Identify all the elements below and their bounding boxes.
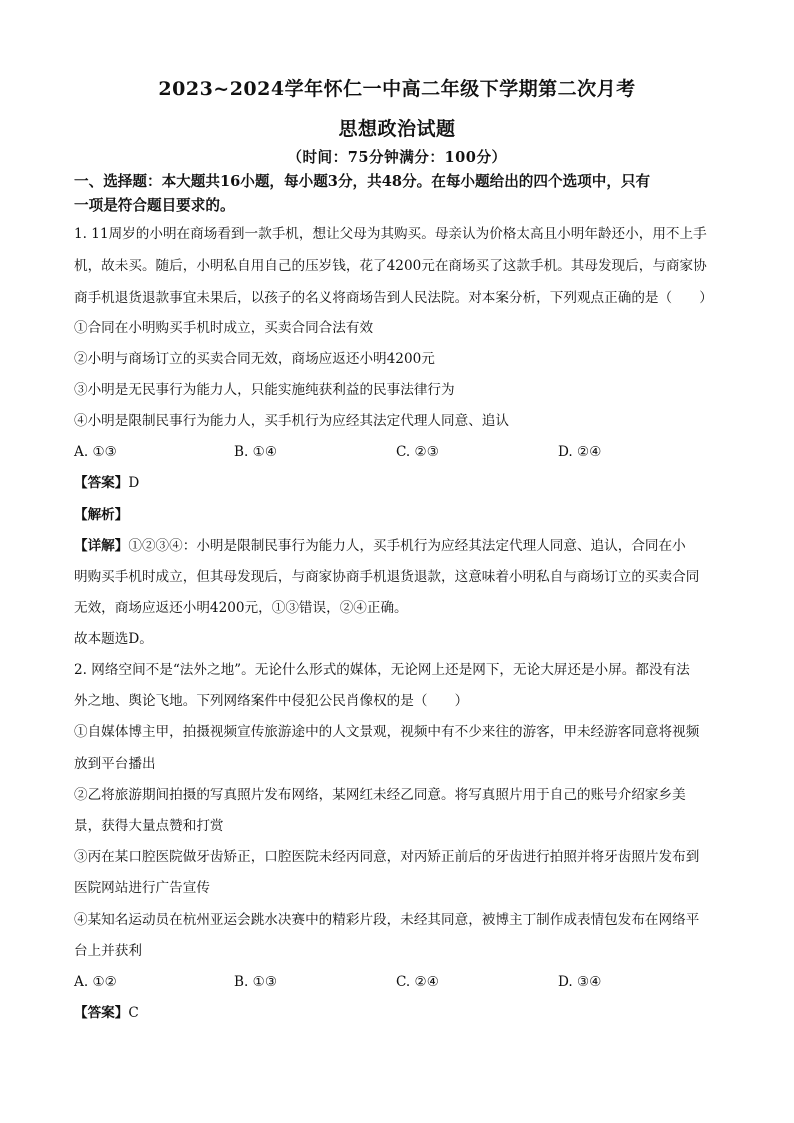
detail-text: ①②③④：小明是限制民事行为能力人，买手机行为应经其法定代理人同意、追认，合同在小 <box>128 538 686 554</box>
q2-item-1-line-1: ①自媒体博主甲，拍摄视频宣传旅游途中的人文景观，视频中有不少来往的游客，甲未经游客同意将视频 <box>74 724 700 740</box>
q1-option-a: A. ①③ <box>74 444 117 460</box>
q2-stem-line-1: 2. 网络空间不是“法外之地”。无论什么形式的媒体，无论网上还是网下，无论大屏还是小屏。都没有法 <box>74 662 690 678</box>
q1-detail-line-2: 明购买手机时成立，但其母发现后，与商家协商手机退货退款，这意味着小明私自与商场订立的买卖合同 <box>74 569 700 585</box>
q1-item-2: ②小明与商场订立的买卖合同无效，商场应返还小明4200元 <box>74 351 435 367</box>
q2-answer <box>74 1003 722 1023</box>
q2-item-2-line-1: ②乙将旅游期间拍摄的写真照片发布网络，某网红未经乙同意。将写真照片用于自己的账号介绍家乡美 <box>74 787 686 803</box>
q2-item-3-line-1: ③丙在某口腔医院做牙齿矫正，口腔医院未经丙同意，对丙矫正前后的牙齿进行拍照并将牙齿照片发布到 <box>74 849 700 865</box>
analysis-tag: 【解析】 <box>74 507 129 523</box>
detail-tag: 【详解】 <box>74 538 129 554</box>
answer-value: D <box>128 475 140 491</box>
q1-stem-line-1: 1. 11周岁的小明在商场看到一款手机，想让父母为其购买。母亲认为价格太高且小明年龄还小，用不上手 <box>74 226 707 242</box>
section-instruction-line-1: 一、选择题：本大题共16小题，每小题3分，共48分。在每小题给出的四个选项中，只有 <box>74 173 651 190</box>
q2-item-4-line-2: 台上并获利 <box>74 943 142 959</box>
q1-answer <box>74 473 722 493</box>
q1-conclusion: 故本题选D。 <box>74 631 153 647</box>
q2-option-d: D. ③④ <box>558 974 602 990</box>
q2-option-a: A. ①② <box>74 974 117 990</box>
q1-stem-line-3: 商手机退货退款事宜未果后，以孩子的名义将商场告到人民法院。对本案分析，下列观点正确的是（ ） <box>74 290 713 306</box>
exam-title: 2023~2024学年怀仁一中高二年级下学期第二次月考 <box>158 78 636 100</box>
section-instruction-line-2: 一项是符合题目要求的。 <box>74 197 235 214</box>
q2-item-3-line-2: 医院网站进行广告宣传 <box>74 880 210 896</box>
q1-option-c: C. ②③ <box>396 444 439 460</box>
answer-value: C <box>128 1005 139 1021</box>
q2-item-2-line-2: 景，获得大量点赞和打赏 <box>74 818 224 834</box>
answer-tag: 【答案】 <box>74 1005 129 1021</box>
subject-title: 思想政治试题 <box>338 118 456 140</box>
q1-item-3: ③小明是无民事行为能力人，只能实施纯获利益的民事法律行为 <box>74 382 455 398</box>
q2-item-4-line-1: ④某知名运动员在杭州亚运会跳水决赛中的精彩片段，未经其同意，被博主丁制作成表情包发布在网络平 <box>74 912 700 928</box>
exam-info: （时间：75分钟满分：100分） <box>287 149 507 166</box>
q1-item-1: ①合同在小明购买手机时成立，买卖合同合法有效 <box>74 320 374 336</box>
q1-analysis-tag <box>74 505 722 525</box>
answer-tag: 【答案】 <box>74 475 129 491</box>
q2-stem-line-2: 外之地、舆论飞地。下列网络案件中侵犯公民肖像权的是（ ） <box>74 693 469 709</box>
q1-option-b: B. ①④ <box>234 444 278 460</box>
q2-option-b: B. ①③ <box>234 974 278 990</box>
q1-item-4: ④小明是限制民事行为能力人，买手机行为应经其法定代理人同意、追认 <box>74 413 509 429</box>
q1-detail-line-1 <box>74 536 722 556</box>
q1-option-d: D. ②④ <box>558 444 602 460</box>
q1-stem-line-2: 机，故未买。随后，小明私自用自己的压岁钱，花了4200元在商场买了这款手机。其母发现后，与商家协 <box>74 258 707 274</box>
q2-option-c: C. ②④ <box>396 974 439 990</box>
q2-item-1-line-2: 放到平台播出 <box>74 756 156 772</box>
q1-detail-line-3: 无效，商场应返还小明4200元，①③错误，②④正确。 <box>74 600 408 616</box>
